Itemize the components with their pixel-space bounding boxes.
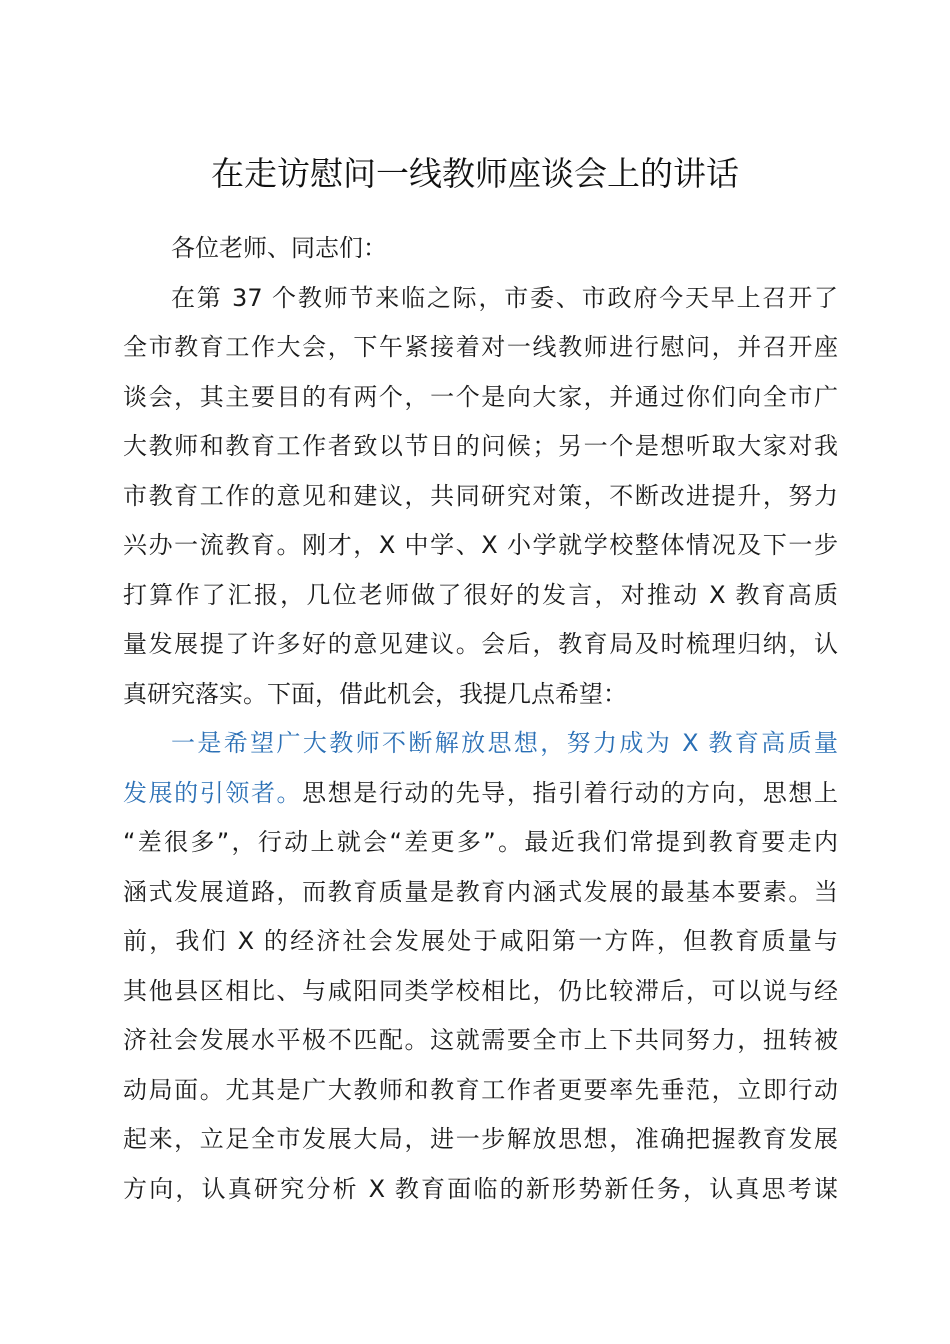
- paragraph-line: 济社会发展水平极不匹配。这就需要全市上下共同努力，扭转被: [123, 1026, 838, 1054]
- paragraph-line: 兴办一流教育。刚才，X 中学、X 小学就学校整体情况及下一步: [123, 531, 838, 559]
- paragraph-line: 在第 37 个教师节来临之际，市委、市政府今天早上召开了: [171, 283, 838, 312]
- document-body: [123, 224, 838, 1214]
- section-heading-line: 一是希望广大教师不断解放思想，努力成为 X 教育高质量: [171, 729, 838, 757]
- paragraph-line: 其他县区相比、与咸阳同类学校相比，仍比较滞后，可以说与经: [123, 976, 838, 1005]
- salutation: 各位老师、同志们：: [171, 234, 387, 262]
- section-heading-tail: 发展的引领者。: [123, 778, 303, 807]
- paragraph-line: 打算作了汇报，几位老师做了很好的发言，对推动 X 教育高质: [123, 580, 838, 609]
- paragraph-line: 全市教育工作大会，下午紧接着对一线教师进行慰问，并召开座: [123, 333, 838, 361]
- paragraph-line: 前，我们 X 的经济社会发展处于咸阳第一方阵，但教育质量与: [123, 927, 838, 955]
- paragraph-text: 思想是行动的先导，指引着行动的方向，思想上: [302, 778, 839, 807]
- paragraph-line: [123, 769, 838, 819]
- paragraph-line: “差很多”，行动上就会“差更多”。最近我们常提到教育要走内: [123, 828, 838, 856]
- paragraph-line: 涵式发展道路，而教育质量是教育内涵式发展的最基本要素。当: [123, 877, 838, 906]
- paragraph-line: 市教育工作的意见和建议，共同研究对策，不断改进提升，努力: [123, 481, 838, 510]
- paragraph-line: 量发展提了许多好的意见建议。会后，教育局及时梳理归纳，认: [123, 630, 838, 658]
- paragraph-line: 谈会，其主要目的有两个，一个是向大家，并通过你们向全市广: [123, 382, 838, 411]
- document-title: 在走访慰问一线教师座谈会上的讲话: [211, 154, 739, 193]
- paragraph-line: 真研究落实。下面，借此机会，我提几点希望：: [123, 679, 627, 708]
- paragraph-line: 动局面。尤其是广大教师和教育工作者更要率先垂范，立即行动: [123, 1075, 838, 1104]
- paragraph-line: 大教师和教育工作者致以节日的问候；另一个是想听取大家对我: [123, 432, 838, 460]
- paragraph-line: 起来，立足全市发展大局，进一步解放思想，准确把握教育发展: [123, 1125, 838, 1153]
- paragraph-line: 方向，认真研究分析 X 教育面临的新形势新任务，认真思考谋: [123, 1174, 838, 1203]
